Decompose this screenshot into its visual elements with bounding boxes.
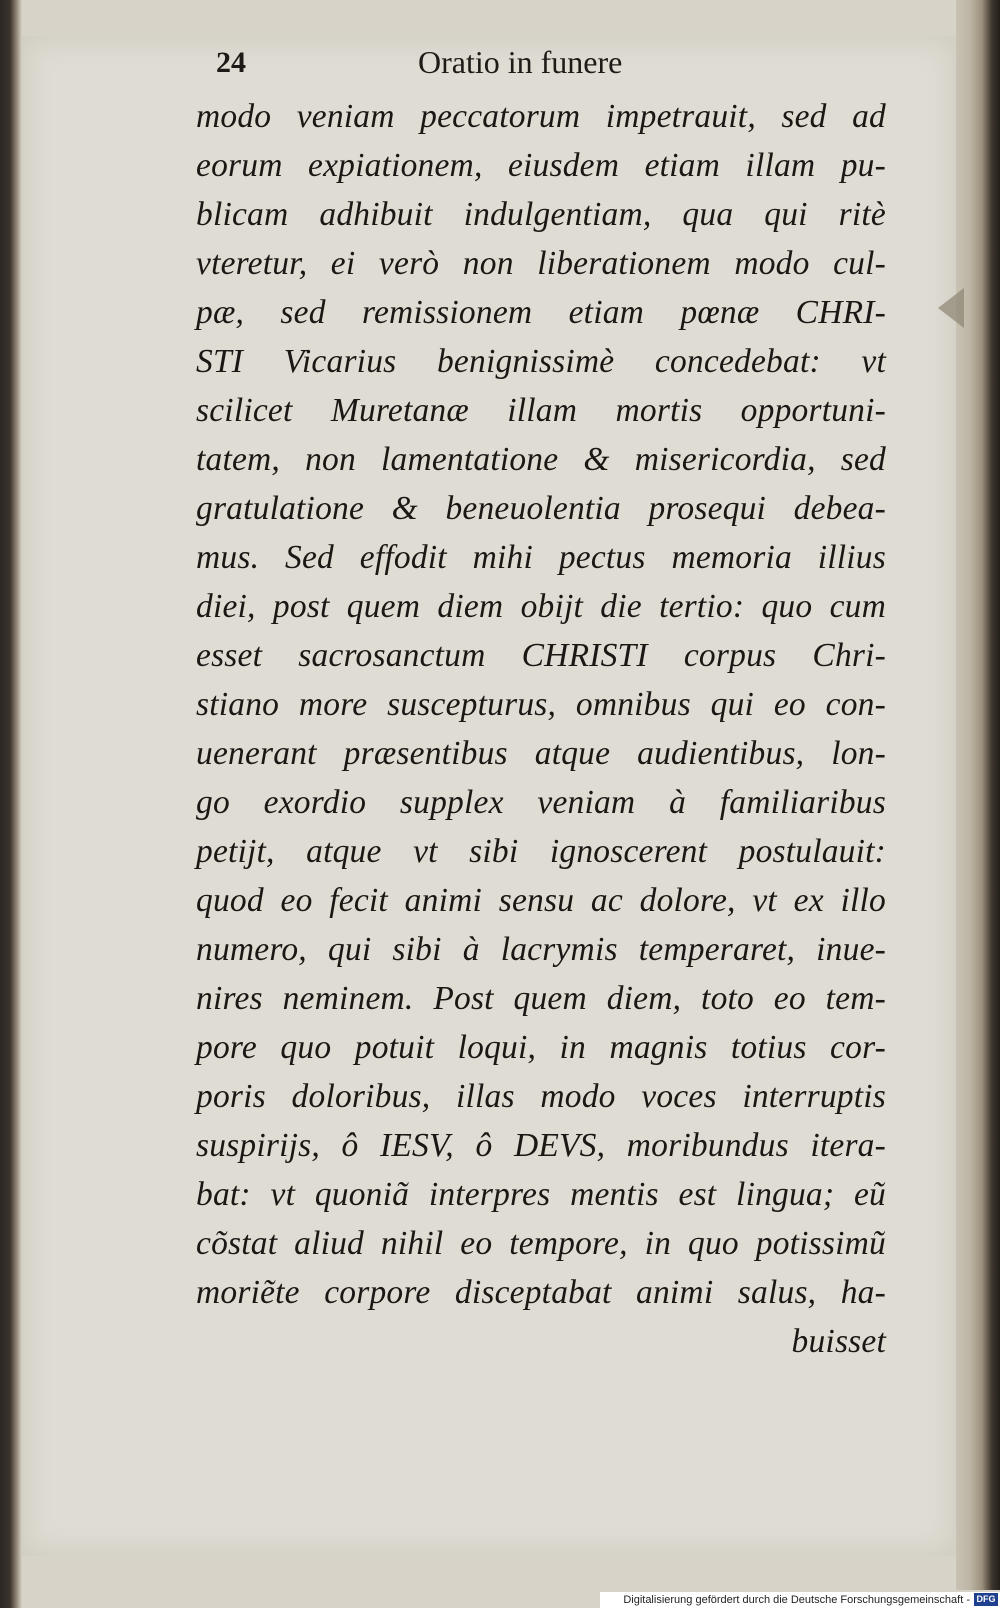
text-line: uenerant præsentibus atque audientibus, lon- <box>196 735 886 772</box>
book-edge <box>956 0 1000 1590</box>
text-line: eorum expiationem, eiusdem etiam illam pu- <box>196 147 886 184</box>
text-line: tatem, non lamentatione & misericordia, sed <box>196 441 886 478</box>
text-line: moriẽte corpore disceptabat animi salus, ha- <box>196 1274 886 1311</box>
body-text <box>196 92 886 1366</box>
text-line: petijt, atque vt sibi ignoscerent postulauit: <box>196 833 886 870</box>
text-line: bat: vt quoniã interpres mentis est lingua; eũ <box>196 1176 886 1213</box>
text-line: nires neminem. Post quem diem, toto eo tem- <box>196 980 886 1017</box>
text-line: scilicet Muretanæ illam mortis opportuni- <box>196 392 886 429</box>
text-line: stiano more suscepturus, omnibus qui eo con- <box>196 686 886 723</box>
text-line: gratulatione & beneuolentia prosequi debea- <box>196 490 886 527</box>
text-line: mus. Sed effodit mihi pectus memoria illius <box>196 539 886 576</box>
text-line: modo veniam peccatorum impetrauit, sed ad <box>196 98 886 135</box>
text-line: esset sacrosanctum CHRISTI corpus Chri- <box>196 637 886 674</box>
text-line: vteretur, ei verò non liberationem modo cul- <box>196 245 886 282</box>
text-line: numero, qui sibi à lacrymis temperaret, inue- <box>196 931 886 968</box>
catchword: buisset <box>791 1323 886 1360</box>
page-header <box>196 42 756 88</box>
text-line: quod eo fecit animi sensu ac dolore, vt ex illo <box>196 882 886 919</box>
text-line: diei, post quem diem obijt die tertio: quo cum <box>196 588 886 625</box>
digitization-notice: Digitalisierung gefördert durch die Deutsche Forschungsgemeinschaft - <box>623 1594 970 1606</box>
text-line: poris doloribus, illas modo voces interruptis <box>196 1078 886 1115</box>
text-line: pore quo potuit loqui, in magnis totius cor- <box>196 1029 886 1066</box>
text-line: cõstat aliud nihil eo tempore, in quo potissimũ <box>196 1225 886 1262</box>
text-line: blicam adhibuit indulgentiam, qua qui ritè <box>196 196 886 233</box>
page-number: 24 <box>216 46 246 79</box>
running-title: Oratio in funere <box>418 44 623 80</box>
text-line: pæ, sed remissionem etiam pœnæ CHRI- <box>196 294 886 331</box>
text-line: STI Vicarius benignissimè concedebat: vt <box>196 343 886 380</box>
text-line: go exordio supplex veniam à familiaribus <box>196 784 886 821</box>
text-line: suspirijs, ô IESV, ô DEVS, moribundus itera- <box>196 1127 886 1164</box>
digitization-banner <box>600 1592 1000 1608</box>
dfg-logo: DFG <box>974 1593 998 1606</box>
